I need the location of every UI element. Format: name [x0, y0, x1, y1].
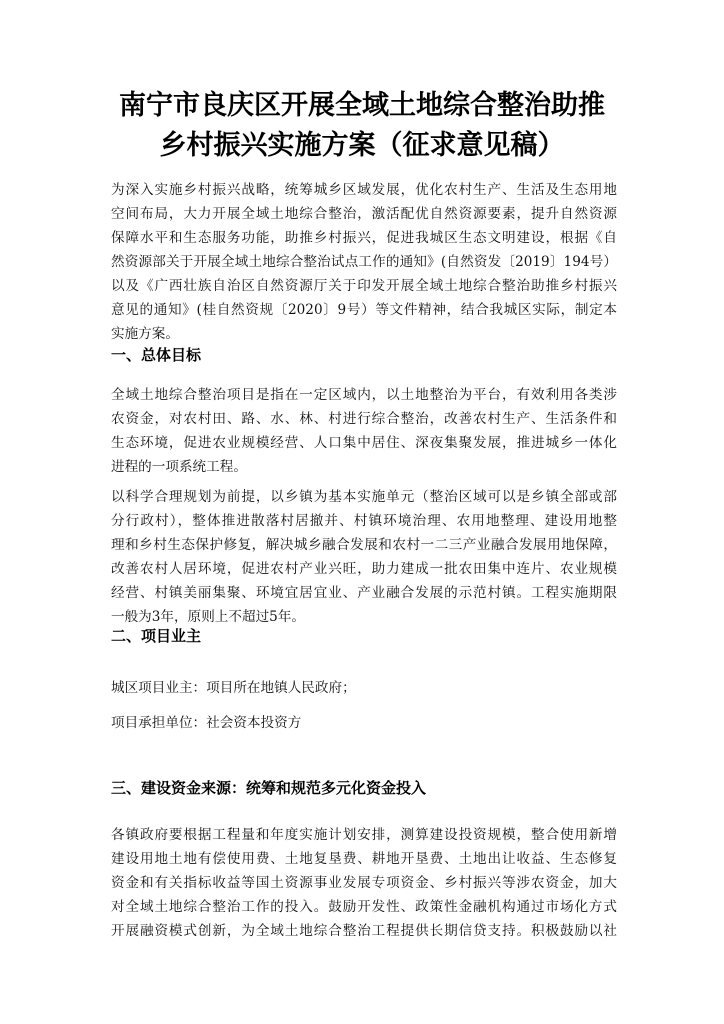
intro-line: 空间布局，大力开展全域土地综合整治，激活配优自然资源要素，提升自然资源: [111, 206, 617, 222]
section-1-line: 进程的一项系统工程。: [111, 459, 247, 475]
section-1-line: 农资金，对农村田、路、水、林、村进行综合整治，改善农村生产、生活条件和: [111, 411, 617, 427]
section-3-heading: 三、建设资金来源：统筹和规范多元化资金投入: [111, 779, 427, 797]
intro-line: 为深入实施乡村振兴战略，统筹城乡区域发展，优化农村生产、生活及生态用地: [111, 182, 617, 198]
project-undertaker-line: 项目承担单位：社会资本投资方: [111, 715, 302, 731]
section-3-line: 各镇政府要根据工程量和年度实施计划安排，测算建设投资规模，整合使用新增: [111, 827, 617, 843]
intro-line: 保障水平和生态服务功能，助推乡村振兴，促进我城区生态文明建设，根据《自: [111, 230, 617, 246]
section-3-line: 对全域土地综合整治工作的投入。鼓励开发性、政策性金融机构通过市场化方式: [111, 899, 617, 915]
section-1-heading: 一、总体目标: [111, 346, 202, 364]
document-title-line-1: 南宁市良庆区开展全域土地综合整治助推: [119, 90, 605, 121]
section-1-line: 全域土地综合整治项目是指在一定区域内，以土地整治为平台，有效利用各类涉: [111, 387, 617, 403]
section-1-line: 改善农村人居环境，促进农村产业兴旺，助力建成一批农田集中连片、农业规模: [111, 561, 617, 577]
intro-line: 实施方案。: [111, 326, 179, 342]
section-3-line: 建设用地土地有偿使用费、土地复垦费、耕地开垦费、土地出让收益、生态修复: [111, 851, 617, 867]
section-3-line: 开展融资模式创新，为全域土地综合整治工程提供长期信贷支持。积极鼓励以社: [111, 923, 617, 939]
section-2-heading: 二、项目业主: [111, 627, 202, 645]
intro-line: 以及《广西壮族自治区自然资源厅关于印发开展全域土地综合整治助推乡村振兴: [111, 278, 617, 294]
section-1-line: 以科学合理规划为前提，以乡镇为基本实施单元（整治区域可以是乡镇全部或部: [111, 489, 617, 505]
intro-line: 然资源部关于开展全域土地综合整治试点工作的通知》(自然资发〔2019〕194号）: [111, 254, 617, 270]
section-1-line: 理和乡村生态保护修复，解决城乡融合发展和农村一二三产业融合发展用地保障，: [111, 537, 617, 553]
section-1-line: 一般为3年，原则上不超过5年。: [111, 609, 306, 625]
section-3-line: 资金和有关指标收益等国土资源事业发展专项资金、乡村振兴等涉农资金，加大: [111, 875, 617, 891]
section-1-line: 生态环境，促进农业规模经营、人口集中居住、深夜集聚发展，推进城乡一体化: [111, 435, 617, 451]
section-1-paragraph-2: [111, 485, 617, 629]
section-1-paragraph-1: [111, 383, 617, 479]
document-title-line-2: 乡村振兴实施方案（征求意见稿）: [159, 130, 565, 161]
section-3-paragraph: [111, 823, 617, 943]
intro-paragraph: [111, 178, 617, 346]
project-owner-line: 城区项目业主：项目所在地镇人民政府；: [111, 680, 356, 696]
section-1-line: 经营、村镇美丽集聚、环境宜居宜业、产业融合发展的示范村镇。工程实施期限: [111, 585, 617, 601]
intro-line: 意见的通知》(桂自然资规〔2020〕9号）等文件精神，结合我城区实际，制定本: [111, 302, 617, 318]
section-1-line: 分行政村），整体推进散落村居撤并、村镇环境治理、农用地整理、建设用地整: [111, 513, 617, 529]
